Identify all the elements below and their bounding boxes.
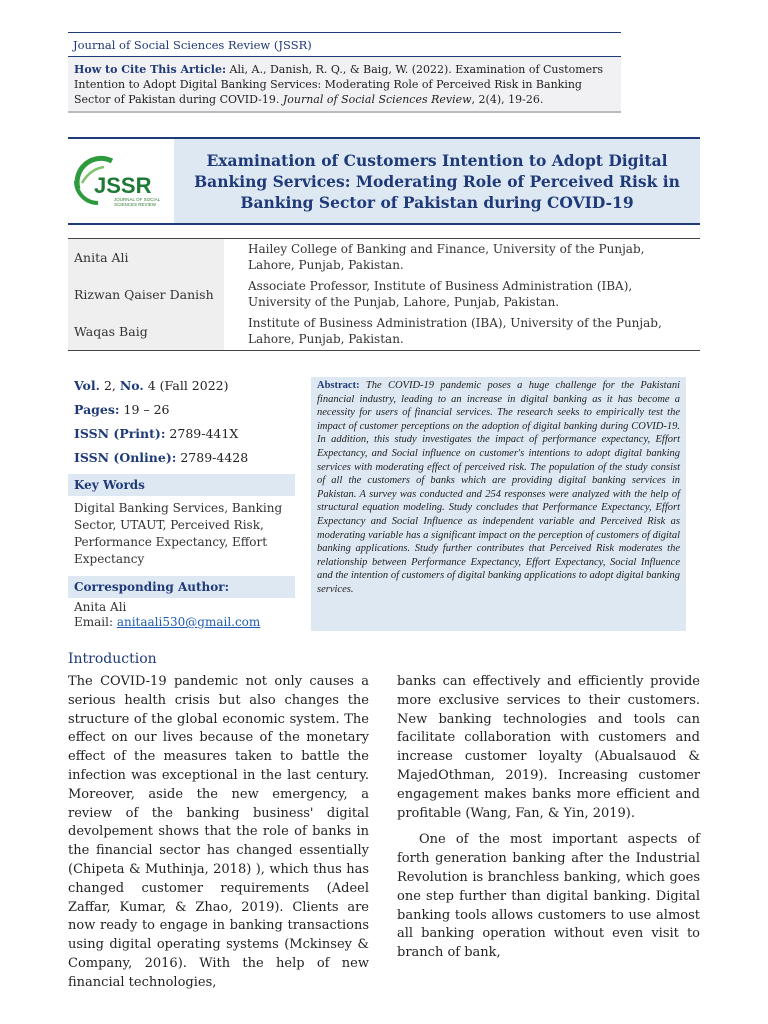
vol-value: 2, bbox=[100, 378, 120, 393]
citation-journal: Journal of Social Sciences Review bbox=[282, 93, 472, 106]
introduction-heading: Introduction bbox=[68, 651, 157, 667]
body-column-right bbox=[397, 673, 700, 971]
issn-online-label: ISSN (Online): bbox=[74, 450, 177, 465]
logo-subtitle-2: SCIENCES REVIEW bbox=[114, 202, 157, 207]
corresponding-heading: Corresponding Author: bbox=[68, 576, 295, 598]
corresponding-email-line bbox=[74, 615, 289, 630]
body-paragraph: One of the most important aspects of forth generation banking after the Industrial Revolution is branchless banking, which goes one step further than digital banking. Digital banking tools allows customers to use almost all banking operation without even visit to branch of bank, bbox=[397, 832, 700, 961]
issn-print-label: ISSN (Print): bbox=[74, 426, 166, 441]
author-affiliation: Associate Professor, Institute of Business Administration (IBA), University of the Punjab, Lahore, Punjab, Pakistan. bbox=[248, 279, 633, 309]
pages-label: Pages: bbox=[74, 402, 120, 417]
author-affiliation: Hailey College of Banking and Finance, University of the Punjab, Lahore, Punjab, Pakistan. bbox=[248, 242, 645, 272]
body-column-left bbox=[68, 673, 369, 1001]
issn-online-line bbox=[74, 450, 295, 466]
pages-line bbox=[74, 402, 295, 418]
no-label: No. bbox=[119, 378, 144, 393]
citation-volume: , 2(4), 19-26. bbox=[471, 93, 544, 106]
pages-value: 19 – 26 bbox=[119, 402, 170, 417]
author-row bbox=[68, 313, 700, 350]
issn-print-value: 2789-441X bbox=[165, 426, 239, 441]
citation-text: Ali, A., Danish, R. Q., & Baig, W. (2022). Examination of Customers Intention to Adopt Digital Banking Services: Moderating Role of Perceived Risk in Banking Sector of Pakistan during COVID-19. bbox=[74, 63, 604, 106]
corresponding-author bbox=[68, 598, 295, 630]
email-label: Email: bbox=[74, 615, 117, 629]
author-name: Rizwan Qaiser Danish bbox=[68, 276, 224, 313]
author-row bbox=[68, 276, 700, 313]
body-paragraph: banks can effectively and efficiently provide more exclusive services to their customers. New banking technologies and tools can facilitate collaboration with customers and increase customer loyalty (Abualsauod & MajedOthman, 2019). Increasing customer engagement makes banks more efficient and profitable (Wang, Fan, & Yin, 2019). bbox=[397, 674, 700, 821]
abstract-label: Abstract: bbox=[317, 380, 360, 391]
vol-label: Vol. bbox=[74, 378, 100, 393]
volume-line bbox=[74, 378, 295, 394]
no-value: 4 (Fall 2022) bbox=[143, 378, 229, 393]
journal-name: Journal of Social Sciences Review (JSSR) bbox=[68, 32, 621, 57]
abstract-box bbox=[311, 377, 686, 631]
author-row bbox=[68, 239, 700, 276]
citation-label: How to Cite This Article: bbox=[74, 63, 227, 76]
keywords-heading: Key Words bbox=[68, 474, 295, 496]
paper-title: Examination of Customers Intention to Adopt Digital Banking Services: Moderating Role of Perceived Risk in Banking Sector of Pakistan during COVID-19 bbox=[194, 150, 680, 212]
authors-table bbox=[68, 238, 700, 351]
author-affiliation: Institute of Business Administration (IBA), University of the Punjab, Lahore, Punjab, Pakistan. bbox=[248, 316, 662, 346]
keywords-text: Digital Banking Services, Banking Sector, UTAUT, Perceived Risk, Performance Expectancy, Effort Expectancy bbox=[74, 501, 283, 566]
issn-online-value: 2789-4428 bbox=[176, 450, 249, 465]
abstract-text: The COVID-19 pandemic poses a huge challenge for the Pakistani financial industry, leading to an increase in digital banking as it has become a necessity for users of financial services. The research seeks to empirically test the impact of customer perceptions on the adoption of digital banking during COVID-19. In addition, this study investigates the impact of performance expectancy, Effort Expectancy, and Social influence on customer's intentions to adopt digital banking services with moderating effect of perceived risk. The population of the study consist of all the customers of banks which are providing digital banking services in Pakistan. A survey was conducted and 254 responses were analyzed with the help of structural equation modeling. Study concludes that Performance Expectancy, Effort Expectancy and Social Influence as independent variable and Perceived Risk as moderating variable has a significant impact on the perception of customers of digital banking applications. Study further contributes that Perceived Risk moderates the relationship between Performance Expectancy, Effort Expectancy, Social Influence and the intention of customers of digital banking applications to adopt digital banking services. bbox=[317, 380, 680, 595]
article-meta bbox=[68, 378, 295, 630]
logo-subtitle-1: JOURNAL OF SOCIAL bbox=[114, 197, 161, 202]
title-block bbox=[68, 137, 700, 225]
email-link[interactable]: anitaali530@gmail.com bbox=[116, 615, 261, 629]
jssr-logo bbox=[68, 139, 174, 223]
journal-header bbox=[68, 32, 621, 113]
issn-print-line bbox=[74, 426, 295, 442]
logo-text: JSSR bbox=[94, 173, 152, 198]
title-area bbox=[174, 139, 700, 223]
corresponding-name: Anita Ali bbox=[74, 600, 127, 614]
citation-box bbox=[68, 57, 621, 113]
body-paragraph: The COVID-19 pandemic not only causes a serious health crisis but also changes the structure of the global economic system. The effect on our lives because of the monetary effect of the measures taken to battle the infection was exceptional in the last century. Moreover, aside the new emergency, a review of the banking business' digital devolpement shows that the role of banks in the financial sector has changed essentially (Chipeta & Muthinja, 2018) ), which thus has changed customer requirements (Adeel Zaffar, Kumar, & Zhao, 2019). Clients are now ready to engage in banking transactions using digital operating systems (Mckinsey & Company, 2016). With the help of new financial technologies, bbox=[68, 674, 369, 990]
author-name: Anita Ali bbox=[68, 239, 224, 276]
author-name: Waqas Baig bbox=[68, 313, 224, 350]
